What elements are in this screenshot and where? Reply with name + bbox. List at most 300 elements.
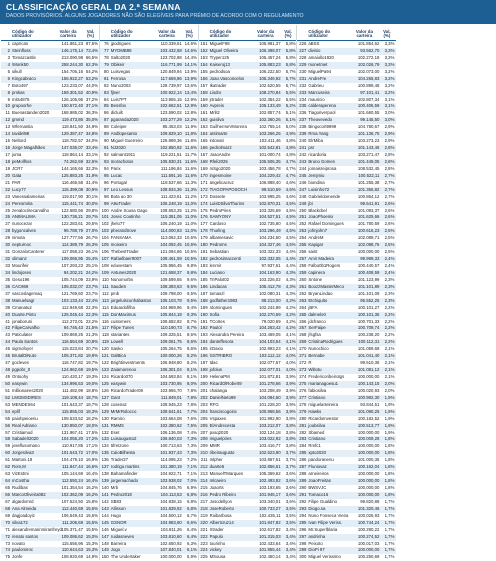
portfolio-value-cell: 100.000,00 — [357, 471, 380, 477]
variation-cell: 11,3% — [184, 186, 197, 192]
table-row — [297, 409, 396, 416]
rank-cell: 294 — [299, 512, 307, 518]
table-row — [199, 110, 297, 117]
portfolio-value-cell: 100.000,00 — [357, 249, 380, 255]
variation-cell: 7,1% — [187, 471, 197, 477]
variation-cell: 29,7% — [85, 214, 98, 220]
table-row — [297, 270, 396, 277]
variation-cell: 15,6% — [85, 512, 98, 518]
rank-cell: 56 — [5, 422, 10, 428]
rank-cell: 149 — [101, 547, 109, 553]
variation-cell: 18,8% — [85, 387, 98, 393]
user-code-cell: mlpher — [209, 457, 223, 463]
rank-cell: 93 — [104, 158, 109, 164]
user-code-cell: Pedroms — [209, 242, 227, 248]
table-row — [100, 471, 198, 478]
portfolio-value-cell: 115.855,03 — [61, 408, 83, 414]
portfolio-value-cell: 115.399,08 — [61, 186, 83, 192]
variation-cell: 3,9% — [285, 387, 296, 393]
table-row — [100, 90, 198, 97]
portfolio-value-cell: 111.482,99 — [62, 387, 83, 393]
user-code-cell: SaudeS — [110, 283, 127, 289]
table-row — [1, 173, 99, 180]
table-row — [100, 83, 198, 90]
rank-cell: 224 — [200, 547, 208, 553]
user-code-cell: Joao.Vasconcelos — [209, 75, 245, 81]
variation-cell: 44,0% — [85, 82, 98, 88]
table-row — [297, 180, 396, 187]
variation-cell: 12,9% — [184, 103, 197, 109]
portfolio-value-cell: 115.023,84 — [61, 346, 83, 352]
portfolio-value-cell: 108.532,45 — [357, 165, 380, 171]
variation-cell: 11,0% — [184, 200, 197, 206]
portfolio-value-cell: 99.999,33 — [360, 256, 380, 262]
rank-cell: 47 — [5, 360, 10, 366]
portfolio-value-cell: 104.234,60 — [259, 235, 281, 241]
rank-cell: 28 — [5, 228, 10, 234]
user-code-cell: BWSVJC — [308, 485, 327, 490]
user-code-cell: Cristiano — [308, 394, 326, 400]
portfolio-value-cell: 103.995,25 — [259, 193, 281, 199]
variation-cell: 3,2% — [384, 68, 395, 74]
portfolio-value-cell: 103.965,70 — [160, 387, 182, 393]
table-row — [297, 388, 396, 395]
rank-cell: 222 — [200, 533, 208, 539]
user-code-cell: Alexandra Pereira — [209, 332, 244, 338]
variation-cell: 8,6% — [187, 346, 197, 352]
portfolio-value-cell: 101.093,37 — [357, 207, 380, 213]
user-code-cell: MiguelF98 — [209, 41, 230, 46]
variation-cell: 19,0% — [85, 380, 98, 386]
rank-cell: 6 — [7, 75, 10, 81]
portfolio-value-cell: 122.283,61 — [61, 221, 83, 227]
variation-cell: 6,6% — [187, 519, 197, 525]
user-code-cell: PAR — [12, 179, 21, 185]
table-row — [100, 485, 198, 492]
variation-cell: 2,2% — [384, 318, 395, 324]
header-val: Valor da carteira — [59, 28, 77, 39]
portfolio-value-cell: 106.549,43 — [61, 512, 83, 518]
rank-cell: 79 — [104, 61, 109, 67]
user-code-cell: pherandtrove — [110, 228, 137, 234]
user-code-cell: Ruibarbosa — [209, 512, 232, 518]
portfolio-value-cell: 106.888,40 — [259, 179, 281, 185]
user-code-cell: fjlver — [110, 89, 120, 95]
rank-cell: 110 — [101, 276, 109, 282]
variation-cell: 6,9% — [187, 485, 197, 490]
variation-cell: 6,4% — [187, 533, 197, 539]
portfolio-value-cell: 101.780,59 — [357, 221, 380, 227]
portfolio-value-cell: 101.143,46 — [357, 145, 380, 151]
table-row — [199, 270, 297, 277]
portfolio-value-cell: 118.782,57 — [61, 138, 83, 144]
variation-cell: 11,6% — [184, 172, 197, 178]
variation-cell: 2,5% — [384, 249, 395, 255]
rank-cell: 204 — [200, 408, 208, 414]
table-row — [199, 416, 297, 423]
rank-cell: 83 — [104, 89, 109, 95]
variation-cell: 4,6% — [285, 179, 296, 185]
portfolio-value-cell: 127.777,56 — [61, 235, 83, 241]
variation-cell: 1,9% — [384, 408, 395, 414]
table-row — [297, 325, 396, 332]
variation-cell: 7,4% — [187, 429, 197, 435]
variation-cell: 2,9% — [384, 138, 395, 144]
variation-cell: 7,5% — [187, 422, 197, 428]
portfolio-value-cell: 100.143,15 — [357, 380, 380, 386]
portfolio-value-cell: 119.473,86 — [61, 117, 83, 123]
user-code-cell: Tomazcastle — [12, 54, 36, 60]
rank-cell: 122 — [101, 360, 109, 366]
rank-cell: 99 — [104, 200, 109, 206]
variation-cell: 4,1% — [285, 339, 296, 345]
table-row — [297, 332, 396, 339]
portfolio-value-cell: 126.899,36 — [160, 138, 182, 144]
portfolio-value-cell: 106.301,04 — [160, 367, 182, 373]
variation-cell: 3,5% — [285, 505, 296, 511]
rank-cell: 25 — [5, 207, 10, 213]
rank-cell: 133 — [101, 436, 109, 442]
table-row — [199, 242, 297, 249]
rank-cell: 186 — [200, 283, 208, 289]
portfolio-value-cell: 101.255,38 — [357, 179, 380, 185]
variation-cell: 3,4% — [285, 533, 296, 539]
rank-cell: 68 — [5, 505, 10, 511]
variation-cell: 3,1% — [384, 103, 395, 109]
portfolio-value-cell: 105.956,45 — [160, 263, 182, 268]
user-code-cell: silva172 — [12, 519, 28, 525]
variation-cell: 2,2% — [384, 304, 395, 310]
user-code-cell: Parix — [110, 165, 121, 171]
table-row — [199, 90, 297, 97]
variation-cell: 2,6% — [384, 214, 395, 220]
variation-cell: 2,0% — [384, 387, 395, 393]
portfolio-value-cell: 101.320,46 — [357, 505, 380, 511]
rank-cell: 206 — [200, 422, 208, 428]
variation-cell: 40,9% — [85, 89, 98, 95]
table-row — [100, 97, 198, 104]
rank-cell: 239 — [299, 131, 307, 137]
rank-cell: 257 — [299, 256, 307, 262]
rank-cell: 46 — [5, 353, 10, 359]
table-row — [199, 277, 297, 284]
portfolio-value-cell: 125.046,44 — [61, 311, 83, 317]
user-code-cell: Albertcruz14 — [209, 519, 234, 525]
variation-cell: 10,5% — [184, 249, 197, 255]
portfolio-value-cell: 102.870,31 — [259, 200, 281, 206]
variation-cell: 19,3% — [85, 374, 98, 379]
table-row — [1, 76, 99, 83]
variation-cell: 3,0% — [384, 110, 395, 116]
rank-cell: 8 — [7, 89, 10, 95]
rank-cell: 23 — [5, 193, 10, 199]
ranking-column — [199, 25, 298, 560]
table-row — [1, 187, 99, 194]
variation-cell: 4,7% — [285, 158, 296, 164]
rank-cell: 162 — [200, 117, 208, 123]
variation-cell: 18,3% — [85, 408, 98, 414]
user-code-cell: gocleves — [12, 360, 29, 366]
variation-cell: 3,9% — [285, 394, 296, 400]
variation-cell: 8,0% — [187, 380, 197, 386]
portfolio-value-cell: 123.702,88 — [160, 54, 182, 60]
portfolio-value-cell: 156.922,27 — [61, 75, 83, 81]
variation-cell: 4,9% — [285, 131, 296, 137]
rank-cell: 241 — [299, 145, 307, 151]
user-code-cell: capricas — [12, 41, 29, 46]
variation-cell: 7,8% — [187, 387, 197, 393]
table-row — [199, 208, 297, 215]
user-code-cell: Pedro2018 — [110, 491, 132, 497]
portfolio-value-cell: 103.296,49 — [259, 228, 281, 234]
variation-cell: 9,5% — [187, 290, 197, 296]
portfolio-value-cell: 102.089,71 — [357, 235, 380, 241]
portfolio-value-cell: 105.744,09 — [61, 276, 83, 282]
column-header — [1, 25, 99, 41]
variation-cell: 9,6% — [187, 276, 197, 282]
variation-cell: 2,2% — [384, 311, 395, 317]
variation-cell: 3,9% — [285, 401, 296, 407]
user-code-cell: Fluniovaz — [308, 464, 327, 470]
rank-cell: 207 — [200, 429, 208, 435]
variation-cell: 62,3% — [85, 61, 98, 67]
table-row — [100, 492, 198, 499]
rank-cell: 77 — [104, 47, 109, 53]
table-row — [199, 430, 297, 437]
table-row — [100, 124, 198, 131]
rank-cell: 185 — [200, 276, 208, 282]
user-code-cell: paulomiroc — [12, 547, 34, 553]
table-row — [199, 138, 297, 145]
rank-cell: 168 — [200, 158, 208, 164]
table-row — [1, 485, 99, 492]
table-row — [199, 506, 297, 513]
table-row — [297, 131, 396, 138]
user-code-cell: Nunochico — [308, 346, 329, 352]
portfolio-value-cell: 107.293,23 — [61, 263, 83, 268]
rank-cell: 240 — [299, 138, 307, 144]
rank-cell: 253 — [299, 228, 307, 234]
portfolio-value-cell: 105.133,49 — [259, 103, 281, 109]
user-code-cell: Cardoso — [209, 221, 226, 227]
variation-cell: 2,1% — [384, 367, 395, 373]
variation-cell: 7,6% — [187, 415, 197, 421]
table-row — [199, 353, 297, 360]
user-code-cell: ingesmoine — [209, 172, 232, 178]
portfolio-value-cell: 108.934,36 — [160, 186, 182, 192]
user-code-cell: MrMrRolocco — [110, 408, 137, 414]
rank-cell: 11 — [5, 110, 10, 116]
table-row — [100, 298, 198, 305]
portfolio-value-cell: 102.850,92 — [160, 145, 182, 151]
table-row — [1, 520, 99, 527]
user-code-cell: irDaxio — [209, 346, 223, 352]
user-code-cell: Jonfe — [12, 554, 23, 560]
table-row — [1, 305, 99, 312]
rank-cell: 170 — [200, 172, 208, 178]
portfolio-value-cell: 101.543,72 — [61, 450, 83, 456]
rank-cell: 202 — [200, 394, 208, 400]
table-row — [100, 138, 198, 145]
rank-cell: 260 — [299, 276, 307, 282]
user-code-cell: The Undertaker — [110, 554, 141, 560]
table-row — [1, 249, 99, 256]
rank-cell: 258 — [299, 263, 307, 268]
user-code-cell: SB83 — [110, 498, 122, 504]
rank-cell: 232 — [299, 82, 307, 88]
rank-cell: 78 — [104, 54, 109, 60]
variation-cell: 6,3% — [187, 540, 197, 546]
portfolio-value-cell: 102.362,09 — [61, 491, 83, 497]
page-subtitle: DADOS PROVISÓRIOS. ALGUNS JOGADORES NÃO SÃO ELEGÍVEIS PARA PRÉMIO DE ACORDO COM O REGULAMENTO — [6, 13, 304, 19]
variation-cell: 1,8% — [384, 457, 395, 463]
user-code-cell: VizEstmi — [12, 471, 29, 477]
user-code-cell: Etchiquito — [308, 297, 328, 303]
variation-cell: 34,8% — [85, 131, 98, 137]
portfolio-value-cell: 258.244,30 — [61, 61, 83, 67]
portfolio-value-cell: 116.554,69 — [61, 339, 83, 345]
table-row — [1, 208, 99, 215]
user-code-cell: eduvestam — [110, 263, 132, 268]
rank-cell: 228 — [299, 54, 307, 60]
table-row — [199, 69, 297, 76]
user-code-cell: morachotos — [110, 158, 134, 164]
table-row — [199, 541, 297, 548]
table-row — [199, 152, 297, 159]
portfolio-value-cell: 110.420,17 — [61, 374, 83, 379]
rank-cell: 153 — [200, 54, 208, 60]
variation-cell: 3,6% — [285, 485, 296, 490]
variation-cell: 11,0% — [184, 228, 197, 234]
portfolio-value-cell: 106.948,80 — [160, 360, 182, 366]
table-row — [199, 409, 297, 416]
rank-cell: 262 — [299, 290, 307, 296]
table-row — [100, 353, 198, 360]
table-row — [1, 117, 99, 124]
table-row — [199, 471, 297, 478]
variation-cell: 3,4% — [285, 526, 296, 532]
user-code-cell: mits4875 — [12, 96, 30, 102]
portfolio-value-cell: 96.788,79 — [63, 228, 83, 234]
user-code-cell: dalmelo0 — [308, 311, 326, 317]
rank-cell: 92 — [104, 152, 109, 157]
variation-cell: 4,7% — [285, 172, 296, 178]
table-row — [1, 228, 99, 235]
rank-cell: 263 — [299, 297, 307, 303]
user-code-cell: Paula Santos — [12, 339, 38, 345]
table-row — [1, 62, 99, 69]
table-row — [199, 332, 297, 339]
table-row — [297, 395, 396, 402]
user-code-cell: Filipe Tunes — [110, 325, 134, 331]
variation-cell: 3,2% — [384, 82, 395, 88]
variation-cell: 4,2% — [285, 297, 296, 303]
portfolio-value-cell: 134.996,53 — [61, 380, 83, 386]
variation-cell: 4,5% — [285, 235, 296, 241]
rank-cell: 59 — [5, 443, 10, 449]
table-row — [297, 159, 396, 166]
rank-cell: 16 — [5, 145, 10, 151]
portfolio-value-cell: 104.479,10 — [61, 457, 83, 463]
rank-cell: 299 — [299, 547, 307, 553]
user-code-cell: A9uTrader — [110, 200, 131, 206]
table-row — [1, 103, 99, 110]
rank-cell: 87 — [104, 117, 109, 123]
portfolio-value-cell: 115.441,74 — [61, 200, 83, 206]
table-row — [297, 263, 396, 270]
table-row — [1, 513, 99, 520]
user-code-cell: JCR7 — [12, 165, 23, 171]
table-row — [199, 131, 297, 138]
variation-cell: 26,7% — [85, 235, 98, 241]
portfolio-value-cell: 110.190,73 — [160, 325, 182, 331]
variation-cell: 3,8% — [285, 429, 296, 435]
portfolio-value-cell: 101.872,81 — [259, 374, 281, 379]
rank-cell: 41 — [5, 318, 10, 324]
rank-cell: 45 — [5, 346, 10, 352]
variation-cell: 1,9% — [384, 394, 395, 400]
rank-cell: 176 — [200, 214, 208, 220]
user-code-cell: RicardOlRobert9 — [209, 380, 242, 386]
portfolio-value-cell: 101.937,43 — [160, 450, 182, 456]
user-code-cell: Tryper125 — [209, 54, 230, 60]
table-row — [100, 166, 198, 173]
portfolio-value-cell: 100.000,00 — [357, 491, 380, 497]
table-row — [199, 319, 297, 326]
portfolio-value-cell: 115.556,96 — [61, 540, 83, 546]
portfolio-value-cell: 100.000,00 — [357, 374, 380, 379]
table-row — [1, 374, 99, 381]
table-row — [1, 298, 99, 305]
table-row — [1, 423, 99, 430]
variation-cell: 10,6% — [184, 242, 197, 248]
table-row — [100, 360, 198, 367]
table-row — [100, 145, 198, 152]
portfolio-value-cell: 111.847,44 — [62, 464, 83, 470]
rank-cell: 132 — [101, 429, 109, 435]
user-code-cell: nunocezar — [12, 221, 33, 227]
portfolio-value-cell: 106.222,50 — [259, 68, 281, 74]
user-code-cell: jdcfranco — [308, 318, 326, 324]
portfolio-value-cell: 102.993,23 — [259, 346, 281, 352]
user-code-cell: Blackcbel — [308, 207, 327, 213]
user-code-cell: pedrolmazz — [209, 145, 232, 151]
user-code-cell: Rafael Domingues — [308, 221, 344, 227]
portfolio-value-cell: 108.682,82 — [160, 318, 182, 324]
user-code-cell: Theovevedo — [308, 117, 333, 123]
rank-cell: 165 — [200, 138, 208, 144]
table-row — [199, 527, 297, 534]
user-code-cell: Miguel Guerreiro — [110, 138, 143, 144]
variation-cell: 16,4% — [85, 471, 98, 477]
user-code-cell: pandoranenu — [308, 457, 334, 463]
rank-cell: 277 — [299, 394, 307, 400]
portfolio-value-cell: 120.849,94 — [160, 68, 182, 74]
user-code-cell: ElAndrecesta — [209, 422, 236, 428]
portfolio-value-cell: 103.277,29 — [160, 117, 182, 123]
variation-cell: 1,8% — [384, 471, 395, 477]
portfolio-value-cell: 100.408,59 — [357, 269, 380, 275]
user-code-cell: Cristiamod — [12, 429, 33, 435]
user-code-cell: PedroPires — [209, 207, 231, 213]
portfolio-value-cell: 101.854,62 — [357, 41, 380, 46]
rank-cell: 297 — [299, 533, 307, 539]
variation-cell: 8,1% — [187, 367, 197, 373]
table-row — [100, 457, 198, 464]
rank-cell: 157 — [200, 82, 208, 88]
variation-cell: 25,4% — [85, 256, 98, 262]
table-row — [1, 41, 99, 48]
